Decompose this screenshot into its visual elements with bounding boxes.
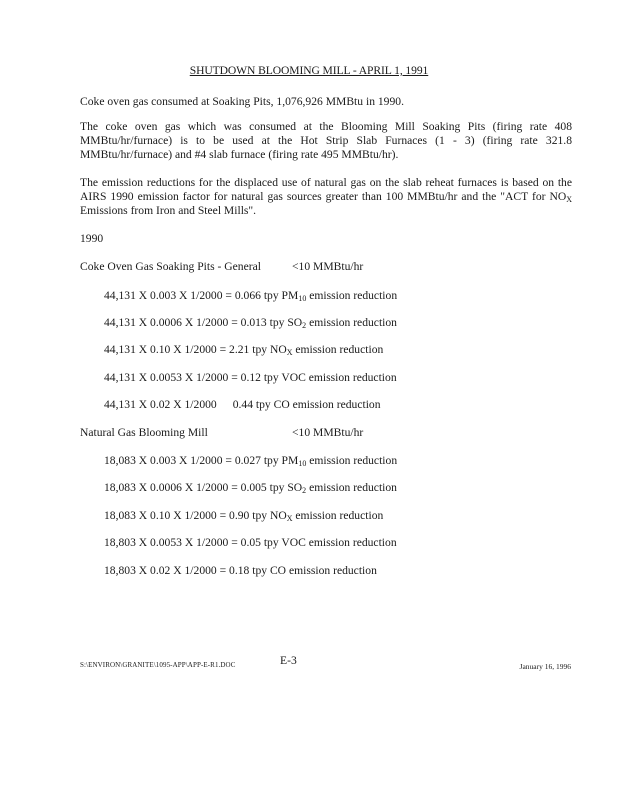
calc-line: 44,131 X 0.0006 X 1/2000 = 0.013 tpy $SO_2$ emission reduction <box>104 316 397 330</box>
calc-line: 18,083 X 0.10 X 1/2000 = 0.90 tpy $NO_X$ emission reduction <box>104 509 384 523</box>
calc-line: 18,083 X 0.0006 X 1/2000 = 0.005 tpy $SO_2$ emission reduction <box>104 481 397 495</box>
calc-line: 44,131 X 0.02 X 1/2000 0.44 tpy CO emission reduction <box>104 398 381 411</box>
section-heading-coke-oven <box>80 260 363 274</box>
calc-line: 18,803 X 0.02 X 1/2000 = 0.18 tpy CO emission reduction <box>104 564 377 577</box>
calc-line: 18,803 X 0.0053 X 1/2000 = 0.05 tpy VOC emission reduction <box>104 536 397 549</box>
calc-line: 44,131 X 0.0053 X 1/2000 = 0.12 tpy VOC emission reduction <box>104 371 397 384</box>
section-heading-natural-gas <box>80 426 363 440</box>
calc-line: 44,131 X 0.10 X 1/2000 = 2.21 tpy $NO_X$ emission reduction <box>104 343 384 357</box>
footer-page-number: E-3 <box>280 654 297 667</box>
year-label: 1990 <box>80 232 104 245</box>
section-rate: <10 MMBtu/hr <box>292 426 364 439</box>
footer-date: January 16, 1996 <box>519 662 571 671</box>
emission-basis-paragraph <box>80 176 572 218</box>
section-label: Natural Gas Blooming Mill <box>80 426 208 439</box>
section-rate: <10 MMBtu/hr <box>292 260 364 273</box>
calc-line: 18,083 X 0.003 X 1/2000 = 0.027 tpy $PM_{10}$ emission reduction <box>104 454 398 468</box>
footer-file-path: S:\ENVIRON\GRANITE\1095-APP\APP-E-R1.DOC <box>80 661 236 669</box>
gas-usage-paragraph: The coke oven gas which was consumed at the Blooming Mill Soaking Pits (firing rate 408 MMBtu/hr/furnace) is to be used at the Hot Strip Slab Furnaces (1 - 3) (firing rate 321.8 MMBtu/hr/furnace) and #4 slab furnace (firing rate 495 MMBtu/hr). <box>80 120 572 161</box>
section-label: Coke Oven Gas Soaking Pits - General <box>80 260 261 273</box>
nox-subscript: X <box>566 195 572 204</box>
emission-basis-text-end: Emissions from Iron and Steel Mills". <box>80 204 257 217</box>
calc-line: 44,131 X 0.003 X 1/2000 = 0.066 tpy $PM_{10}$ emission reduction <box>104 289 398 303</box>
emission-basis-text: The emission reductions for the displaced use of natural gas on the slab reheat furnaces is based on the AIRS 1990 emission factor for natural gas sources greater than 100 MMBtu/hr and the "ACT for NO <box>80 176 572 203</box>
intro-paragraph: Coke oven gas consumed at Soaking Pits, 1,076,926 MMBtu in 1990. <box>80 95 404 108</box>
page-title: SHUTDOWN BLOOMING MILL - APRIL 1, 1991 <box>189 64 429 77</box>
